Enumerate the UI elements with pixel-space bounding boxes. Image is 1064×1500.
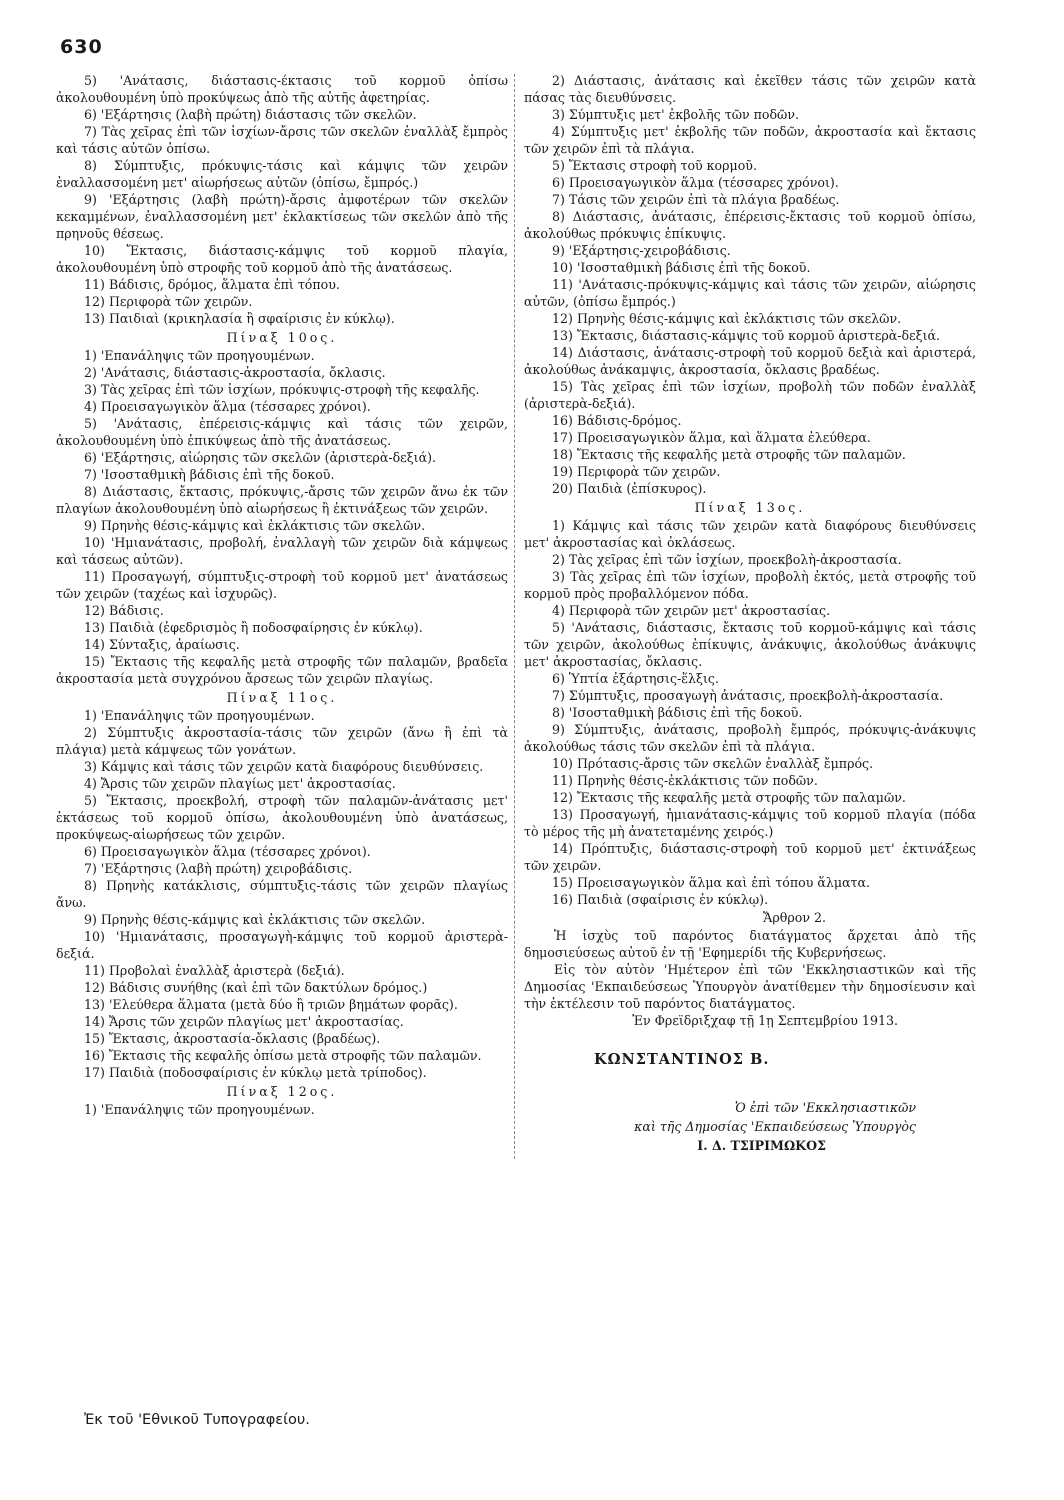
list-item: 16) Ἔκτασις τῆς κεφαλῆς ὀπίσω μετὰ στροφῆς τῶν παλαμῶν. — [84, 1048, 482, 1063]
printer-footer: Ἐκ τοῦ 'Εθνικοῦ Τυπογραφείου. — [84, 1412, 310, 1428]
column-divider — [514, 74, 515, 1159]
list-item: 15) Προεισαγωγικὸν ἅλμα καὶ ἐπὶ τόπου ἅλματα. — [552, 875, 871, 890]
list-item: 13) Παιδιαὶ (κρικηλασία ἢ σφαίρισις ἐν κύκλῳ). — [84, 311, 395, 326]
list-item: 10) 'Ισοσταθμικὴ βάδισις ἐπὶ τῆς δοκοῦ. — [552, 260, 811, 275]
list-item: 5) 'Ανάτασις, διάστασις-έκτασις τοῦ κορμοῦ ὀπίσω ἀκολουθουμένη ὑπὸ προκύψεως ἀπὸ τῆς αὐτῆς ἀφετηρίας. — [56, 73, 508, 105]
list-item: 4) Σύμπτυξις μετ' ἐκβολῆς τῶν ποδῶν, ἀκροστασία καὶ ἔκτασις τῶν χειρῶν ἐπὶ τὰ πλάγια. — [524, 124, 976, 156]
list-item: 3) Σύμπτυξις μετ' ἐκβολῆς τῶν ποδῶν. — [552, 107, 799, 122]
list-item: 2) 'Ανάτασις, διάστασις-ἀκροστασία, ὄκλασις. — [84, 365, 386, 380]
list-item: 17) Παιδιὰ (ποδοσφαίρισις ἐν κύκλῳ μετὰ τρίποδος). — [84, 1065, 427, 1080]
list-item: 1) 'Επανάληψις τῶν προηγουμένων. — [84, 348, 315, 363]
list-item: 13) Παιδιὰ (ἐφεδρισμὸς ἢ ποδοσφαίρησις ἐν κύκλῳ). — [84, 620, 423, 635]
list-item: 12) Περιφορὰ τῶν χειρῶν. — [84, 294, 253, 309]
list-item: 6) 'Εξάρτησις, αἰώρησις τῶν σκελῶν (ἀριστερὰ-δεξιά). — [84, 450, 436, 465]
list-item: 18) Ἔκτασις τῆς κεφαλῆς μετὰ στροφῆς τῶν παλαμῶν. — [552, 447, 906, 462]
list-item: 3) Κάμψις καὶ τάσις τῶν χειρῶν κατὰ διαφόρους διευθύνσεις. — [84, 759, 484, 774]
list-item: 7) Τὰς χεῖρας ἐπὶ τῶν ἰσχίων-ἄρσις τῶν σκελῶν ἐναλλὰξ ἔμπρὸς καὶ τάσις αὐτῶν ὀπίσω. — [56, 124, 508, 156]
list-item: 6) 'Εξάρτησις (λαβὴ πρώτη) διάστασις τῶν σκελῶν. — [84, 107, 417, 122]
table-10-heading: Πίναξ 10ος. — [226, 330, 338, 345]
list-item: 10) Ἔκτασις, διάστασις-κάμψις τοῦ κορμοῦ πλαγία, ἀκολουθουμένη ὑπὸ στροφῆς τοῦ κορμοῦ ἀπὸ τῆς ἀνατάσεως. — [56, 243, 508, 275]
list-item: 11) Βάδισις, δρόμος, ἅλματα ἐπὶ τόπου. — [84, 277, 340, 292]
list-item: 7) 'Εξάρτησις (λαβὴ πρώτη) χειροβάδισις. — [84, 861, 353, 876]
table-12-list — [56, 1101, 508, 1118]
list-item: 2) Σύμπτυξις ἀκροστασία-τάσις τῶν χειρῶν (ἄνω ἢ ἐπὶ τὰ πλάγια) μετὰ κάμψεως τῶν γονάτων. — [56, 725, 508, 757]
list-item: 6) Προεισαγωγικὸν ἅλμα (τέσσαρες χρόνοι). — [84, 844, 371, 859]
list-item: 10) Πρότασις-ἄρσις τῶν σκελῶν ἐναλλὰξ ἔμπρός. — [552, 756, 874, 771]
list-item: 12) Ἔκτασις τῆς κεφαλῆς μετὰ στροφῆς τῶν παλαμῶν. — [552, 790, 906, 805]
list-item: 12) Βάδισις συνήθης (καὶ ἐπὶ τῶν δακτύλων δρόμος.) — [84, 980, 428, 995]
list-item: 1) 'Επανάληψις τῶν προηγουμένων. — [84, 1102, 315, 1117]
list-item: 12) Πρηνὴς θέσις-κάμψις καὶ ἐκλάκτισις τῶν σκελῶν. — [552, 311, 902, 326]
left-column — [56, 72, 508, 1118]
list-item: 19) Περιφορὰ τῶν χειρῶν. — [552, 464, 721, 479]
list-item: 13) Ἔκτασις, διάστασις-κάμψις τοῦ κορμοῦ ἀριστερὰ-δεξιά. — [552, 328, 941, 343]
list-item: 6) Προεισαγωγικὸν ἅλμα (τέσσαρες χρόνοι). — [552, 175, 839, 190]
list-item: 10) 'Ημιανάτασις, προβολή, ἐναλλαγὴ τῶν χειρῶν διὰ κάμψεως καὶ τάσεως αὐτῶν). — [56, 535, 508, 567]
left-block-1 — [56, 72, 508, 327]
list-item: 11) Προσαγωγή, σύμπτυξις-στροφὴ τοῦ κορμοῦ μετ' ἀνατάσεως τῶν χειρῶν (ταχέως καὶ ἰσχυρῶς). — [56, 569, 508, 601]
list-item: 3) Τὰς χεῖρας ἐπὶ τῶν ἰσχίων, προβολὴ ἐκτός, μετὰ στροφῆς τοῦ κορμοῦ πρὸς προβαλλόμενον πόδα. — [524, 569, 976, 601]
list-item: 14) Διάστασις, ἀνάτασις-στροφὴ τοῦ κορμοῦ δεξιὰ καὶ ἀριστερά, ἀκολούθως ἀνάκαμψις, ἀκροστασία, ὄκλασις βραδέως. — [524, 345, 976, 377]
article-2-heading: Ἄρθρον 2. — [763, 910, 826, 925]
list-item: 5) 'Ανάτασις, ἐπέρεισις-κάμψις καὶ τάσις τῶν χειρῶν, ἀκολουθουμένη ὑπὸ ἐπικύψεως ἀπὸ τῆς ἀνατάσεως. — [56, 416, 508, 448]
list-item: 5) Ἔκτασις, προεκβολή, στροφὴ τῶν παλαμῶν-ἀνάτασις μετ' ἐκτάσεως τοῦ κορμοῦ ὀπίσω, ἀκολουθουμένη ὑπὸ ἀνατάσεως, προκύψεως-αἰωρήσεως τῶν χειρῶν. — [56, 793, 508, 842]
list-item: 16) Παιδιὰ (σφαίρισις ἐν κύκλῳ). — [552, 892, 769, 907]
king-signature: ΚΩΝΣΤΑΝΤΙΝΟΣ Β. — [594, 1051, 770, 1068]
place-date: Ἐν Φρεϊδριξχαφ τῇ 1ῃ Σεπτεμβρίου 1913. — [632, 1013, 898, 1028]
list-item: 9) Πρηνὴς θέσις-κάμψις καὶ ἐκλάκτισις τῶν σκελῶν. — [84, 912, 426, 927]
page-number: 630 — [60, 36, 103, 58]
list-item: 6) Ὑπτία ἐξάρτησις-ἕλξις. — [552, 671, 719, 686]
list-item: 9) 'Εξάρτησις-χειροβάδισις. — [552, 243, 731, 258]
list-item: 1) Κάμψις καὶ τάσις τῶν χειρῶν κατὰ διαφόρους διευθύνσεις μετ' ἀκροστασίας καὶ ὀκλάσεως. — [524, 518, 976, 550]
list-item: 9) Σύμπτυξις, ἀνάτασις, προβολὴ ἔμπρός, πρόκυψις-ἀνάκυψις ἀκολούθως τάσις τῶν σκελῶν ἐπὶ τὰ πλάγια. — [524, 722, 976, 754]
minister-name: Ι. Δ. ΤΣΙΡΙΜΩΚΟΣ — [697, 1138, 826, 1153]
list-item: 8) Σύμπτυξις, πρόκυψις-τάσις καὶ κάμψις τῶν χειρῶν ἐναλλασσομένη μετ' αἰωρήσεως αὐτῶν (ὀπίσω, ἔμπρός.) — [56, 158, 508, 190]
article-2-text-2: Εἰς τὸν αὐτὸν 'Ημέτερον ἐπὶ τῶν 'Εκκλησιαστικῶν καὶ τῆς Δημοσίας 'Εκπαιδεύσεως Ὑπουργὸν ἀνατίθεμεν τὴν δημοσίευσιν καὶ τὴν ἐκτέλεσιν τοῦ παρόντος διατάγματος. — [524, 962, 976, 1011]
list-item: 12) Βάδισις. — [84, 603, 164, 618]
right-block-1 — [524, 72, 976, 497]
list-item: 10) 'Ημιανάτασις, προσαγωγὴ-κάμψις τοῦ κορμοῦ ἀριστερὰ-δεξιά. — [56, 929, 508, 961]
list-item: 2) Τὰς χεῖρας ἐπὶ τῶν ἰσχίων, προεκβολὴ-ἀκροστασία. — [552, 552, 902, 567]
list-item: 17) Προεισαγωγικὸν ἅλμα, καὶ ἅλματα ἐλεύθερα. — [552, 430, 871, 445]
article-2-text: Ἡ ἰσχὺς τοῦ παρόντος διατάγματος ἄρχεται ἀπὸ τῆς δημοσιεύσεως αὐτοῦ ἐν τῇ 'Εφημερίδι τῆς Κυβερνήσεως. — [524, 928, 976, 960]
list-item: 8) Πρηνὴς κατάκλισις, σύμπτυξις-τάσις τῶν χειρῶν πλαγίως ἄνω. — [56, 878, 508, 910]
list-item: 15) Ἔκτασις τῆς κεφαλῆς μετὰ στροφῆς τῶν παλαμῶν, βραδεῖα ἀκροστασία μετὰ συγχρόνου ἄρσεως τῶν χειρῶν πλαγίως. — [56, 654, 508, 686]
list-item: 5) Ἔκτασις στροφὴ τοῦ κορμοῦ. — [552, 158, 757, 173]
list-item: 5) 'Ανάτασις, διάστασις, ἔκτασις τοῦ κορμοῦ-κάμψις καὶ τάσις τῶν χειρῶν, ἀκολούθως ἐπίκυψις, ἀνάκυψις, ἀκολούθως ἀνάκυψις μετ' ἀκροστασίας, ὄκλασις. — [524, 620, 976, 669]
minister-block — [524, 1098, 976, 1155]
list-item: 11) 'Ανάτασις-πρόκυψις-κάμψις καὶ τάσις τῶν χειρῶν, αἰώρησις αὐτῶν, (ὀπίσω ἔμπρός.) — [524, 277, 976, 309]
list-item: 15) Τὰς χεῖρας ἐπὶ τῶν ἰσχίων, προβολὴ τῶν ποδῶν ἐναλλὰξ (ἀριστερὰ-δεξιά). — [524, 379, 976, 411]
list-item: 3) Τὰς χεῖρας ἐπὶ τῶν ἰσχίων, πρόκυψις-στροφὴ τῆς κεφαλῆς. — [84, 382, 480, 397]
list-item: 2) Διάστασις, ἀνάτασις καὶ ἐκεῖθεν τάσις τῶν χειρῶν κατὰ πάσας τὰς διευθύνσεις. — [524, 73, 976, 105]
list-item: 8) 'Ισοσταθμικὴ βάδισις ἐπὶ τῆς δοκοῦ. — [552, 705, 803, 720]
right-column — [524, 72, 976, 1155]
list-item: 9) Πρηνὴς θέσις-κάμψις καὶ ἐκλάκτισις τῶν σκελῶν. — [84, 518, 426, 533]
list-item: 4) Ἄρσις τῶν χειρῶν πλαγίως μετ' ἀκροστασίας. — [84, 776, 396, 791]
table-11-list — [56, 707, 508, 1081]
list-item: 11) Προβολαὶ ἐναλλὰξ ἀριστερὰ (δεξιά). — [84, 963, 345, 978]
list-item: 13) 'Ελεύθερα ἅλματα (μετὰ δύο ἢ τριῶν βημάτων φορᾶς). — [84, 997, 458, 1012]
list-item: 11) Πρηνὴς θέσις-ἐκλάκτισις τῶν ποδῶν. — [552, 773, 818, 788]
list-item: 20) Παιδιὰ (ἐπίσκυρος). — [552, 481, 707, 496]
table-10-list — [56, 347, 508, 687]
table-11-heading: Πίναξ 11ος. — [226, 690, 338, 705]
table-13-list — [524, 517, 976, 908]
table-12-heading: Πίναξ 12ος. — [226, 1084, 338, 1099]
list-item: 7) Σύμπτυξις, προσαγωγὴ ἀνάτασις, προεκβολὴ-ἀκροστασία. — [552, 688, 944, 703]
table-13-heading: Πίναξ 13ος. — [694, 500, 806, 515]
list-item: 9) 'Εξάρτησις (λαβὴ πρώτη)-ἄρσις ἀμφοτέρων τῶν σκελῶν κεκαμμένων, ἐναλλασσομένη μετ' ἐκλακτίσεως τῶν σκελῶν ἀπὸ τῆς πρηνοῦς θέσεως. — [56, 192, 508, 241]
minister-line-2: καὶ τῆς Δημοσίας 'Εκπαιδεύσεως Ὑπουργὸς — [634, 1119, 916, 1134]
list-item: 14) Πρόπτυξις, διάστασις-στροφὴ τοῦ κορμοῦ μετ' ἐκτινάξεως τῶν χειρῶν. — [524, 841, 976, 873]
list-item: 4) Περιφορὰ τῶν χειρῶν μετ' ἀκροστασίας. — [552, 603, 831, 618]
list-item: 8) Διάστασις, ἔκτασις, πρόκυψις,-ἄρσις τῶν χειρῶν ἄνω ἐκ τῶν πλαγίων ἀκολουθουμένη ὑπὸ αἰωρήσεως ἢ ἐκτινάξεως τῶν χειρῶν. — [56, 484, 508, 516]
list-item: 4) Προεισαγωγικὸν ἅλμα (τέσσαρες χρόνοι). — [84, 399, 371, 414]
list-item: 7) 'Ισοσταθμικὴ βάδισις ἐπὶ τῆς δοκοῦ. — [84, 467, 335, 482]
list-item: 14) Σύνταξις, ἀραίωσις. — [84, 637, 240, 652]
list-item: 15) Ἔκτασις, ἀκροστασία-ὄκλασις (βραδέως). — [84, 1031, 381, 1046]
list-item: 14) Ἄρσις τῶν χειρῶν πλαγίως μετ' ἀκροστασίας. — [84, 1014, 404, 1029]
list-item: 13) Προσαγωγή, ἡμιανάτασις-κάμψις τοῦ κορμοῦ πλαγία (πόδα τὸ μέρος τῆς μὴ ἀνατεταμένης χειρός.) — [524, 807, 976, 839]
list-item: 16) Βάδισις-δρόμος. — [552, 413, 682, 428]
minister-line-1: Ὁ ἐπὶ τῶν 'Εκκλησιαστικῶν — [734, 1100, 916, 1115]
list-item: 8) Διάστασις, ἀνάτασις, ἐπέρεισις-ἔκτασις τοῦ κορμοῦ ὀπίσω, ἀκολούθως πρόκυψις ἐπίκυψις. — [524, 209, 976, 241]
list-item: 1) 'Επανάληψις τῶν προηγουμένων. — [84, 708, 315, 723]
list-item: 7) Τάσις τῶν χειρῶν ἐπὶ τὰ πλάγια βραδέως. — [552, 192, 840, 207]
